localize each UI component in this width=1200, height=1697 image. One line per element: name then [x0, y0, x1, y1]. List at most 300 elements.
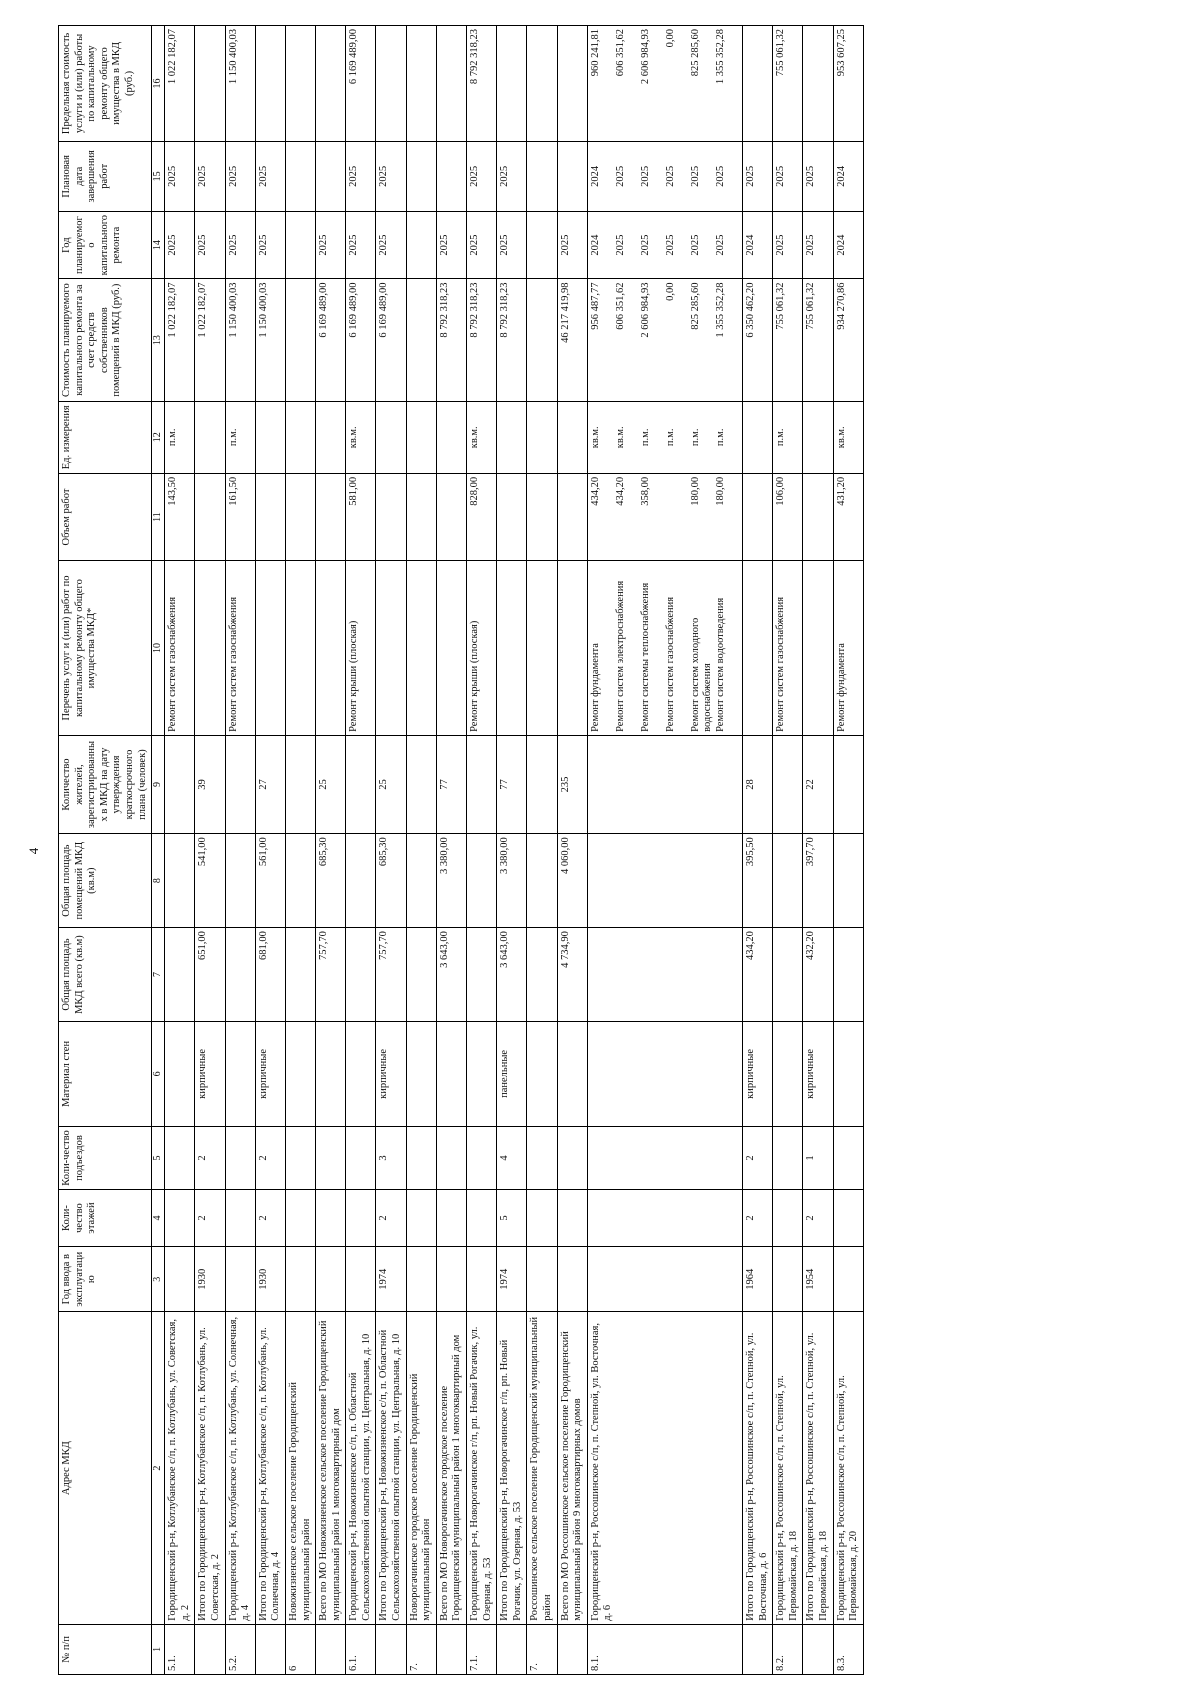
- total-area-cell: [587, 928, 742, 1022]
- entrances-cell: [527, 1126, 557, 1189]
- work-type-cell-item: Ремонт систем электроснабжения: [614, 580, 626, 732]
- residents-cell: 25: [376, 735, 406, 833]
- wall-material-cell: [285, 1022, 315, 1127]
- table-row: [406, 26, 436, 1675]
- work-volume-cell: [557, 473, 587, 560]
- repair-year-cell-item: 2025: [614, 234, 626, 256]
- wall-material-cell: кирпичные: [255, 1022, 285, 1127]
- cost-cell: 6 350 462,20: [742, 279, 772, 401]
- year-built-cell: 1930: [255, 1246, 285, 1312]
- wall-material-cell: [406, 1022, 436, 1127]
- work-volume-cell: [527, 473, 557, 560]
- row-number: [497, 1624, 527, 1674]
- repair-year-cell: 2025: [316, 211, 346, 279]
- completion-date-cell: [436, 141, 466, 211]
- unit-cell-item: п.м.: [689, 428, 701, 447]
- cost-cell: 755 061,32: [803, 279, 833, 401]
- work-type-cell: Ремонт систем газоснабжения: [225, 561, 255, 736]
- repair-year-cell: 2025: [436, 211, 466, 279]
- table-row: [803, 26, 833, 1675]
- completion-date-cell: [316, 141, 346, 211]
- unit-cell: [587, 401, 742, 473]
- column-number: 15: [152, 141, 165, 211]
- repair-year-cell: 2025: [195, 211, 225, 279]
- work-volume-cell-item: [665, 477, 690, 557]
- floors-cell: [773, 1190, 803, 1247]
- work-volume-cell: [587, 473, 742, 560]
- work-volume-cell: 161,50: [225, 473, 255, 560]
- year-built-cell: 1954: [803, 1246, 833, 1312]
- column-number: 9: [152, 735, 165, 833]
- table-row: [165, 26, 195, 1675]
- completion-date-cell: [527, 141, 557, 211]
- year-built-cell: [225, 1246, 255, 1312]
- row-number: [557, 1624, 587, 1674]
- limit-cost-cell: [255, 26, 285, 142]
- year-built-cell: [346, 1246, 376, 1312]
- row-number: [316, 1624, 346, 1674]
- entrances-cell: 2: [195, 1126, 225, 1189]
- repair-year-cell: [587, 211, 742, 279]
- entrances-cell: [467, 1126, 497, 1189]
- header-cell: Объем работ: [59, 473, 152, 560]
- total-area-cell: [285, 928, 315, 1022]
- entrances-cell: 3: [376, 1126, 406, 1189]
- cost-cell: 8 792 318,23: [467, 279, 497, 401]
- work-volume-cell: 431,20: [833, 473, 863, 560]
- work-volume-cell: [376, 473, 406, 560]
- unit-cell: [527, 401, 557, 473]
- row-number: [376, 1624, 406, 1674]
- year-built-cell: 1974: [376, 1246, 406, 1312]
- header-cell: Стоимость планируемого капитального ремонта за счет средств собственников помещений в МКД (руб.): [59, 279, 152, 401]
- premises-area-cell: 395,50: [742, 834, 772, 928]
- entrances-cell: [436, 1126, 466, 1189]
- wall-material-cell: [467, 1022, 497, 1127]
- limit-cost-cell: [557, 26, 587, 142]
- limit-cost-cell: [803, 26, 833, 142]
- limit-cost-cell: [406, 26, 436, 142]
- completion-date-cell: [406, 141, 436, 211]
- unit-cell: кв.м.: [833, 401, 863, 473]
- work-type-cell-item: Ремонт систем газоснабжения: [664, 596, 676, 732]
- limit-cost-cell-item: 825 285,60: [689, 29, 701, 77]
- capital-repair-table: [58, 25, 864, 1675]
- premises-area-cell: [587, 834, 742, 928]
- rotated-page: [58, 25, 1178, 1675]
- cost-cell: 6 169 489,00: [376, 279, 406, 401]
- address-cell: Итого по Городищенский р-н, Новожизненское с/п, п. Областной Сельскохозяйственной опытной станции, ул. Центральная, д. 10: [376, 1312, 406, 1624]
- column-number: 7: [152, 928, 165, 1022]
- residents-cell: [773, 735, 803, 833]
- repair-year-cell: [527, 211, 557, 279]
- work-type-cell: [376, 561, 406, 736]
- work-type-cell: [255, 561, 285, 736]
- column-number: 2: [152, 1312, 165, 1624]
- wall-material-cell: кирпичные: [742, 1022, 772, 1127]
- floors-cell: [165, 1190, 195, 1247]
- row-number: [436, 1624, 466, 1674]
- completion-date-cell-item: 2025: [689, 165, 701, 187]
- wall-material-cell: [346, 1022, 376, 1127]
- completion-date-cell-item: 2024: [589, 165, 601, 187]
- work-volume-cell: 581,00: [346, 473, 376, 560]
- cost-cell: 46 217 419,98: [557, 279, 587, 401]
- table-row: [316, 26, 346, 1675]
- limit-cost-cell: 1 150 400,03: [225, 26, 255, 142]
- cost-cell-item: 956 487,77: [589, 282, 601, 330]
- address-cell: Итого по Городищенский р-н, Россошинское с/п, п. Степной, ул. Восточная, д. 6: [742, 1312, 772, 1624]
- table-row: [285, 26, 315, 1675]
- limit-cost-cell: [527, 26, 557, 142]
- address-cell: Городищенский р-н, Котлубанское с/п, п. Котлубань, ул. Советская, д. 2: [165, 1312, 195, 1624]
- work-volume-cell-item: 434,20: [589, 476, 601, 506]
- entrances-cell: [225, 1126, 255, 1189]
- repair-year-cell-item: 2025: [714, 234, 726, 256]
- header-cell: Перечень услуг и (или) работ по капитальному ремонту общего имущества МКД*: [59, 561, 152, 736]
- year-built-cell: [833, 1246, 863, 1312]
- unit-cell: п.м.: [773, 401, 803, 473]
- residents-cell: [833, 735, 863, 833]
- limit-cost-cell-item: 2 606 984,93: [639, 29, 651, 85]
- row-number: [742, 1624, 772, 1674]
- header-cell: Год планируемого капитального ремонта: [59, 211, 152, 279]
- repair-year-cell: 2024: [833, 211, 863, 279]
- work-volume-cell: [497, 473, 527, 560]
- repair-year-cell-item: 2025: [689, 234, 701, 256]
- work-volume-cell: 143,50: [165, 473, 195, 560]
- header-cell: Предельная стоимость услуги и (или) работы по капитальному ремонту общего имущества в МКД (руб.): [59, 26, 152, 142]
- floors-cell: [557, 1190, 587, 1247]
- limit-cost-cell-item: 0,00: [664, 29, 676, 48]
- cost-cell: 6 169 489,00: [346, 279, 376, 401]
- unit-cell: [195, 401, 225, 473]
- address-cell: Всего по МО Новожизненское сельское поселение Городищенский муниципальный район 1 многоквартирный дом: [316, 1312, 346, 1624]
- total-area-cell: 757,70: [316, 928, 346, 1022]
- address-cell: Всего по МО Россошинское сельское поселение Городищенский муниципальный район 9 многоквартирных домов: [557, 1312, 587, 1624]
- total-area-cell: [165, 928, 195, 1022]
- wall-material-cell: [165, 1022, 195, 1127]
- completion-date-cell-item: 2025: [714, 165, 726, 187]
- repair-year-cell-item: 2025: [639, 234, 651, 256]
- repair-year-cell: 2024: [742, 211, 772, 279]
- completion-date-cell: 2024: [833, 141, 863, 211]
- wall-material-cell: кирпичные: [803, 1022, 833, 1127]
- floors-cell: [467, 1190, 497, 1247]
- work-type-cell: [195, 561, 225, 736]
- repair-year-cell: 2025: [467, 211, 497, 279]
- residents-cell: 27: [255, 735, 285, 833]
- residents-cell: 77: [436, 735, 466, 833]
- cost-cell: 1 150 400,03: [225, 279, 255, 401]
- work-type-cell: [742, 561, 772, 736]
- cost-cell: 6 169 489,00: [316, 279, 346, 401]
- completion-date-cell: 2025: [255, 141, 285, 211]
- repair-year-cell: 2025: [557, 211, 587, 279]
- work-type-cell: [497, 561, 527, 736]
- work-volume-cell: [436, 473, 466, 560]
- unit-cell: [557, 401, 587, 473]
- repair-year-cell: 2025: [803, 211, 833, 279]
- entrances-cell: [833, 1126, 863, 1189]
- total-area-cell: [833, 928, 863, 1022]
- premises-area-cell: [285, 834, 315, 928]
- unit-cell: [497, 401, 527, 473]
- limit-cost-cell-item: 606 351,62: [614, 29, 626, 77]
- residents-cell: 235: [557, 735, 587, 833]
- table-row: [225, 26, 255, 1675]
- residents-cell: [225, 735, 255, 833]
- cost-cell-item: 0,00: [664, 282, 676, 301]
- repair-year-cell-item: 2024: [589, 234, 601, 256]
- premises-area-cell: [773, 834, 803, 928]
- residents-cell: 28: [742, 735, 772, 833]
- year-built-cell: [165, 1246, 195, 1312]
- floors-cell: [225, 1190, 255, 1247]
- header-cell: Плановая дата завершения работ: [59, 141, 152, 211]
- floors-cell: 2: [376, 1190, 406, 1247]
- completion-date-cell: 2025: [497, 141, 527, 211]
- row-number: 5.2.: [225, 1624, 255, 1674]
- completion-date-cell: [285, 141, 315, 211]
- entrances-cell: 2: [742, 1126, 772, 1189]
- residents-cell: [346, 735, 376, 833]
- completion-date-cell: 2025: [773, 141, 803, 211]
- work-type-cell: [527, 561, 557, 736]
- floors-cell: 2: [803, 1190, 833, 1247]
- unit-cell: кв.м.: [346, 401, 376, 473]
- work-volume-cell-item: 180,00: [689, 476, 701, 506]
- table-row: [346, 26, 376, 1675]
- wall-material-cell: [587, 1022, 742, 1127]
- entrances-cell: [557, 1126, 587, 1189]
- residents-cell: [467, 735, 497, 833]
- limit-cost-cell: 755 061,32: [773, 26, 803, 142]
- completion-date-cell-item: 2025: [614, 165, 626, 187]
- column-number-row: [152, 26, 165, 1675]
- repair-year-cell: 2025: [773, 211, 803, 279]
- repair-year-cell: 2025: [497, 211, 527, 279]
- table-row: [255, 26, 285, 1675]
- limit-cost-cell: [376, 26, 406, 142]
- unit-cell: [803, 401, 833, 473]
- floors-cell: 2: [195, 1190, 225, 1247]
- work-volume-cell: [285, 473, 315, 560]
- unit-cell: [742, 401, 772, 473]
- premises-area-cell: 685,30: [376, 834, 406, 928]
- unit-cell-item: п.м.: [714, 428, 726, 447]
- premises-area-cell: [406, 834, 436, 928]
- premises-area-cell: 561,00: [255, 834, 285, 928]
- table-row: [742, 26, 772, 1675]
- work-volume-cell-item: 358,00: [639, 476, 651, 506]
- cost-cell: 934 270,86: [833, 279, 863, 401]
- completion-date-cell: 2025: [225, 141, 255, 211]
- floors-cell: 5: [497, 1190, 527, 1247]
- premises-area-cell: [346, 834, 376, 928]
- year-built-cell: [773, 1246, 803, 1312]
- work-type-cell: Ремонт крыши (плоская): [467, 561, 497, 736]
- row-number: [803, 1624, 833, 1674]
- entrances-cell: [346, 1126, 376, 1189]
- premises-area-cell: [527, 834, 557, 928]
- residents-cell: [165, 735, 195, 833]
- wall-material-cell: [436, 1022, 466, 1127]
- cost-cell: [527, 279, 557, 401]
- completion-date-cell: 2025: [467, 141, 497, 211]
- premises-area-cell: 4 060,00: [557, 834, 587, 928]
- limit-cost-cell: 1 022 182,07: [165, 26, 195, 142]
- limit-cost-cell: [316, 26, 346, 142]
- cost-cell: 8 792 318,23: [436, 279, 466, 401]
- wall-material-cell: [225, 1022, 255, 1127]
- unit-cell-item: кв.м.: [614, 426, 626, 449]
- work-volume-cell: [803, 473, 833, 560]
- total-area-cell: 432,20: [803, 928, 833, 1022]
- year-built-cell: 1974: [497, 1246, 527, 1312]
- work-type-cell-item: Ремонт систем водоотведения: [714, 597, 726, 732]
- table-row: [467, 26, 497, 1675]
- floors-cell: [436, 1190, 466, 1247]
- completion-date-cell: 2025: [376, 141, 406, 211]
- row-number: 8.2.: [773, 1624, 803, 1674]
- premises-area-cell: [165, 834, 195, 928]
- work-type-cell-item: Ремонт системы теплоснабжения: [639, 582, 651, 732]
- cost-cell-item: 606 351,62: [614, 282, 626, 330]
- address-cell: Всего по МО Новорогачинское городское поселение Городищенский муниципальный район 1 многоквартирный дом: [436, 1312, 466, 1624]
- limit-cost-cell: 8 792 318,23: [467, 26, 497, 142]
- repair-year-cell: 2025: [165, 211, 195, 279]
- work-volume-cell: 106,00: [773, 473, 803, 560]
- cost-cell: [406, 279, 436, 401]
- cost-cell: [285, 279, 315, 401]
- limit-cost-cell: [742, 26, 772, 142]
- work-type-cell: [803, 561, 833, 736]
- wall-material-cell: кирпичные: [376, 1022, 406, 1127]
- residents-cell: [527, 735, 557, 833]
- completion-date-cell: 2025: [742, 141, 772, 211]
- work-type-cell: [406, 561, 436, 736]
- work-volume-cell: [195, 473, 225, 560]
- table-row: [376, 26, 406, 1675]
- column-number: 8: [152, 834, 165, 928]
- wall-material-cell: [316, 1022, 346, 1127]
- limit-cost-cell: 6 169 489,00: [346, 26, 376, 142]
- total-area-cell: 434,20: [742, 928, 772, 1022]
- repair-year-cell: 2025: [376, 211, 406, 279]
- limit-cost-cell: 953 607,25: [833, 26, 863, 142]
- table-row: [497, 26, 527, 1675]
- repair-year-cell: 2025: [225, 211, 255, 279]
- repair-year-cell: 2025: [255, 211, 285, 279]
- entrances-cell: [773, 1126, 803, 1189]
- cost-cell: 1 022 182,07: [165, 279, 195, 401]
- limit-cost-cell: [497, 26, 527, 142]
- total-area-cell: 651,00: [195, 928, 225, 1022]
- cost-cell: 1 022 182,07: [195, 279, 225, 401]
- completion-date-cell: 2025: [195, 141, 225, 211]
- row-number: 5.1.: [165, 1624, 195, 1674]
- premises-area-cell: 3 380,00: [436, 834, 466, 928]
- work-type-cell: Ремонт систем газоснабжения: [165, 561, 195, 736]
- table-row: [773, 26, 803, 1675]
- unit-cell: [436, 401, 466, 473]
- repair-year-cell: [406, 211, 436, 279]
- row-number: 7.: [527, 1624, 557, 1674]
- address-cell: Россошинское сельское поселение Городищенский муниципальный район: [527, 1312, 557, 1624]
- wall-material-cell: кирпичные: [195, 1022, 225, 1127]
- residents-cell: 39: [195, 735, 225, 833]
- column-number: 11: [152, 473, 165, 560]
- year-built-cell: [557, 1246, 587, 1312]
- address-cell: Городищенский р-н, Россошинское с/п, п. Степной, ул. Восточная, д. 6: [587, 1312, 742, 1624]
- wall-material-cell: [557, 1022, 587, 1127]
- entrances-cell: [406, 1126, 436, 1189]
- header-row: [59, 26, 152, 1675]
- year-built-cell: [406, 1246, 436, 1312]
- residents-cell: [285, 735, 315, 833]
- unit-cell: [255, 401, 285, 473]
- total-area-cell: [225, 928, 255, 1022]
- work-type-cell: Ремонт систем газоснабжения: [773, 561, 803, 736]
- work-type-cell-item: Ремонт фундамента: [589, 643, 601, 732]
- completion-date-cell: [557, 141, 587, 211]
- premises-area-cell: [225, 834, 255, 928]
- table-row: [527, 26, 557, 1675]
- row-number: 7.: [406, 1624, 436, 1674]
- work-volume-cell-item: 434,20: [614, 476, 626, 506]
- entrances-cell: [165, 1126, 195, 1189]
- header-cell: Коли-чество подъездов: [59, 1126, 152, 1189]
- work-type-cell: [557, 561, 587, 736]
- work-type-cell: Ремонт фундамента: [833, 561, 863, 736]
- completion-date-cell: [587, 141, 742, 211]
- header-cell: Количество жителей, зарегистрированных в МКД на дату утверждения краткосрочного плана (человек): [59, 735, 152, 833]
- limit-cost-cell: [587, 26, 742, 142]
- total-area-cell: [406, 928, 436, 1022]
- address-cell: Городищенский р-н, Новорогачинское г/п, рп. Новый Рогачик, ул. Озерная, д. 53: [467, 1312, 497, 1624]
- unit-cell: кв.м.: [467, 401, 497, 473]
- entrances-cell: 4: [497, 1126, 527, 1189]
- total-area-cell: 3 643,00: [436, 928, 466, 1022]
- address-cell: Итого по Городищенский р-н, Россошинское с/п, п. Степной, ул. Первомайская, д. 18: [803, 1312, 833, 1624]
- header-cell: Адрес МКД: [59, 1312, 152, 1624]
- header-cell: Материал стен: [59, 1022, 152, 1127]
- floors-cell: 2: [255, 1190, 285, 1247]
- row-number: 6: [285, 1624, 315, 1674]
- year-built-cell: [316, 1246, 346, 1312]
- address-cell: Новорогачинское городское поселение Городищенский муниципальный район: [406, 1312, 436, 1624]
- column-number: 12: [152, 401, 165, 473]
- address-cell: Итого по Городищенский р-н, Котлубанское с/п, п. Котлубань, ул. Советская, д. 2: [195, 1312, 225, 1624]
- floors-cell: [406, 1190, 436, 1247]
- column-number: 4: [152, 1190, 165, 1247]
- header-cell: Общая площадь помещений МКД (кв.м): [59, 834, 152, 928]
- limit-cost-cell-item: 1 355 352,28: [714, 29, 726, 85]
- floors-cell: 2: [742, 1190, 772, 1247]
- work-type-cell: [316, 561, 346, 736]
- total-area-cell: [773, 928, 803, 1022]
- row-number: [255, 1624, 285, 1674]
- total-area-cell: [346, 928, 376, 1022]
- residents-cell: 25: [316, 735, 346, 833]
- entrances-cell: [285, 1126, 315, 1189]
- column-number: 16: [152, 26, 165, 142]
- cost-cell: 8 792 318,23: [497, 279, 527, 401]
- column-number: 1: [152, 1624, 165, 1674]
- cost-cell-item: 1 355 352,28: [714, 282, 726, 338]
- unit-cell: п.м.: [165, 401, 195, 473]
